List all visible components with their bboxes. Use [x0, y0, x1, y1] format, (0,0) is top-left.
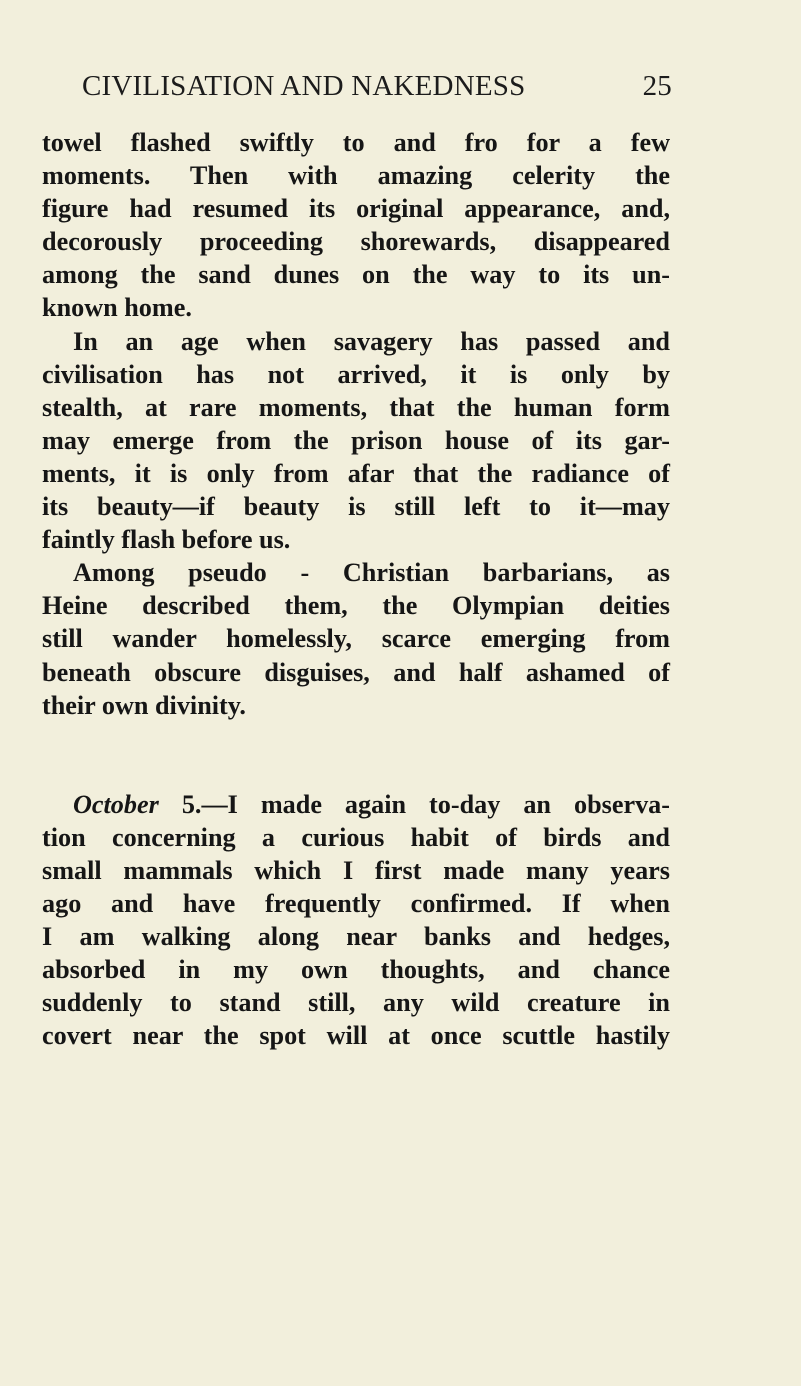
text-line: their own divinity.: [42, 690, 246, 720]
text-line: towel flashed swiftly to and fro for a few: [42, 128, 670, 157]
text-line: may emerge from the prison house of its gar-: [42, 425, 670, 455]
text-line: faintly flash before us.: [42, 525, 291, 555]
text-line: its beauty—if beauty is still left to it—may: [42, 492, 670, 522]
text-line: known home.: [42, 293, 192, 323]
paragraph-2: [42, 325, 670, 557]
paragraph-4: [42, 788, 670, 1053]
section-gap: [42, 722, 670, 788]
first-line-rest: 5.—I made again to-day an observa-: [158, 789, 670, 819]
paragraph-3: [42, 556, 670, 721]
page-header: [82, 70, 672, 110]
text-line: covert near the spot will at once scuttle hastily: [42, 1021, 670, 1051]
text-line: Among pseudo - Christian barbarians, as: [73, 558, 670, 588]
paragraph-1: [42, 126, 670, 325]
text-line: suddenly to stand still, any wild creature in: [42, 988, 670, 1018]
text-line: decorously proceeding shorewards, disappeared: [42, 227, 670, 257]
text-line: absorbed in my own thoughts, and chance: [42, 955, 670, 985]
text-line: still wander homelessly, scarce emerging from: [42, 624, 670, 654]
text-line: civilisation has not arrived, it is only by: [42, 359, 670, 389]
text-line: tion concerning a curious habit of birds and: [42, 822, 670, 852]
page-number: 25: [642, 70, 672, 102]
date-label: October: [73, 789, 159, 819]
text-line: In an age when savagery has passed and: [73, 326, 670, 356]
text-line: moments. Then with amazing celerity the: [42, 161, 670, 191]
text-line: I am walking along near banks and hedges,: [42, 922, 670, 952]
text-line: stealth, at rare moments, that the human form: [42, 392, 670, 422]
running-head: CIVILISATION AND NAKEDNESS: [82, 70, 526, 102]
text-line: figure had resumed its original appearance, and,: [42, 194, 670, 224]
text-line: small mammals which I first made many years: [42, 855, 670, 885]
body-text: [42, 126, 670, 1052]
text-line: among the sand dunes on the way to its un-: [42, 260, 670, 290]
text-line: ago and have frequently confirmed. If when: [42, 888, 670, 918]
text-line: beneath obscure disguises, and half ashamed of: [42, 657, 670, 687]
text-line: Heine described them, the Olympian deities: [42, 591, 670, 621]
text-line: [42, 788, 670, 821]
text-line: ments, it is only from afar that the radiance of: [42, 458, 670, 488]
